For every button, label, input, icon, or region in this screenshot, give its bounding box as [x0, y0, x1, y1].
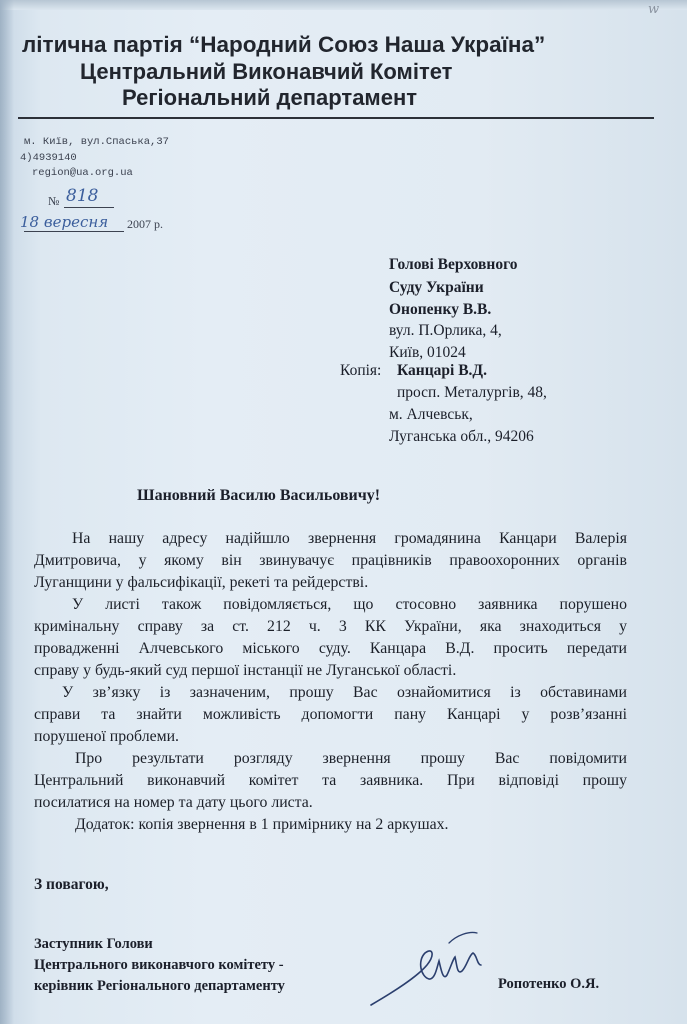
body-line: Додаток: копія звернення в 1 примірнику на 2 аркушах.	[75, 816, 449, 833]
signatory-title-3: керівник Регіонального департаменту	[34, 978, 285, 994]
sender-phone: 4)4939140	[20, 152, 77, 164]
signatory-name: Ропотенко О.Я.	[498, 976, 600, 992]
page-binding-shadow	[0, 0, 14, 1024]
body-line: посилатися на номер та дату цього листа.	[34, 794, 313, 811]
letterhead-party-name: літична партія “Народний Союз Наша Україна”	[22, 32, 546, 57]
sender-address: м. Київ, вул.Спаська,37	[24, 136, 169, 148]
recipient-name: Онопенку В.В.	[389, 301, 492, 318]
copy-city: м. Алчевськ,	[389, 406, 473, 423]
outgoing-number-underline	[64, 207, 114, 208]
letterhead-divider	[18, 117, 654, 119]
body-line: У зв’язку із зазначеним, прошу Вас ознайомитися із обставинами	[62, 684, 627, 701]
body-line: На нашу адресу надійшло звернення громадянина Канцари Валерія	[72, 530, 627, 547]
body-line: Дмитровича, у якому він звинувачує працівників правоохоронних органів	[34, 552, 627, 569]
letterhead-committee: Центральний Виконавчий Комітет	[80, 59, 453, 84]
outgoing-date-year: 2007 р.	[127, 217, 163, 231]
signature-image	[365, 925, 495, 1010]
recipient-line-1: Голові Верховного	[389, 256, 518, 273]
copy-street: просп. Металургів, 48,	[397, 384, 547, 401]
recipient-city: Київ, 01024	[389, 344, 466, 361]
sender-email: region@ua.org.ua	[32, 167, 133, 179]
body-line: Центральний виконавчий комітет та заявника. При відповіді прошу	[34, 772, 627, 789]
recipient-line-2: Суду України	[389, 279, 484, 296]
signatory-title-1: Заступник Голови	[34, 936, 153, 952]
body-line: Луганщини у фальсифікації, рекеті та рейдерстві.	[34, 574, 369, 591]
body-line: справи та знайти можливість допомогти пану Канцарі у розв’язанні	[34, 706, 627, 723]
body-line: порушеної проблеми.	[34, 728, 179, 745]
outgoing-number-handwritten: 818	[66, 186, 99, 206]
copy-region: Луганська обл., 94206	[389, 428, 534, 445]
outgoing-date-underline	[24, 231, 124, 232]
recipient-street: вул. П.Орлика, 4,	[389, 322, 502, 339]
copy-name: Канцарі В.Д.	[397, 362, 487, 379]
body-line: Про результати розгляду звернення прошу Вас повідомити	[75, 750, 627, 767]
outgoing-date-handwritten: 18 вересня	[20, 213, 109, 231]
signatory-title-2: Центрального виконавчого комітету -	[34, 957, 284, 973]
closing: З повагою,	[34, 876, 109, 893]
body-line: провадженні Алчевського міського суду. Канцара В.Д. просить передати	[34, 640, 627, 657]
body-line: кримінальну справу за ст. 212 ч. 3 КК України, яка знаходиться у	[34, 618, 627, 635]
corner-pencil-mark: w	[648, 2, 660, 17]
salutation: Шановний Василю Васильовичу!	[137, 487, 381, 504]
letterhead-department: Регіональний департамент	[122, 85, 418, 110]
page-top-edge	[0, 0, 687, 10]
body-line: справу у будь-який суд першої інстанції не Луганської області.	[34, 662, 457, 679]
outgoing-number-label: №	[48, 194, 60, 208]
copy-label: Копія:	[340, 362, 382, 379]
body-line: У листі також повідомляється, що стосовно заявника порушено	[72, 596, 627, 613]
